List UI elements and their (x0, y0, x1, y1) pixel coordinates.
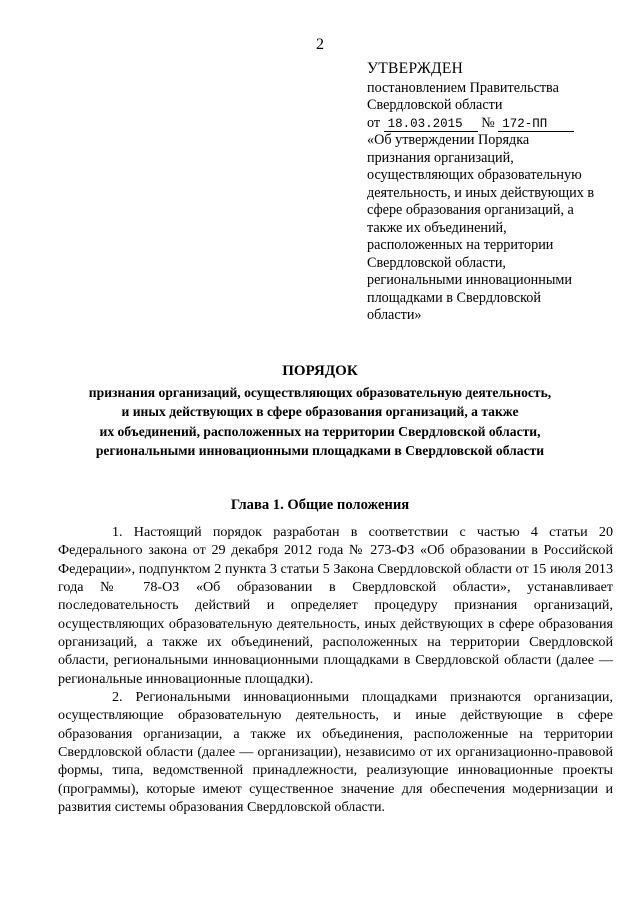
approval-subject-line: осуществляющих образовательную (367, 167, 582, 183)
document-body (58, 523, 613, 817)
subtitle-line: региональными инновационными площадками в Свердловской области (95, 442, 545, 458)
number-prefix: № (481, 114, 495, 131)
approval-subject-line: сфере образования организаций, а (367, 202, 574, 218)
approval-line-1: постановлением Правительства (367, 79, 559, 96)
approval-title: УТВЕРЖДЕН (367, 60, 464, 77)
approval-subject-line: региональными инновационными (367, 272, 572, 288)
approval-block (367, 60, 623, 325)
subtitle-line: признания организаций, осуществляющих образовательную деятельность, (88, 385, 552, 400)
approval-date-line (367, 115, 623, 133)
page-number: 2 (316, 36, 324, 53)
chapter-heading: Глава 1. Общие положения (230, 497, 410, 513)
handwritten-number: 172-ПП (498, 117, 574, 132)
handwritten-date: 18.03.2015 (384, 117, 478, 132)
subtitle-line: их объединений, расположенных на территории Свердловской области, (99, 423, 541, 439)
subtitle-line: и иных действующих в сфере образования организаций, а также (121, 404, 519, 420)
document-title: ПОРЯДОК (282, 363, 358, 379)
approval-subject-line: площадками в Свердловской (367, 289, 541, 306)
approval-line-2: Свердловской области (367, 97, 503, 113)
approval-subject-line: расположенных на территории (367, 237, 554, 253)
approval-subject-line: «Об утверждении Порядка (367, 132, 530, 148)
paragraph-2: 2. Региональными инновационными площадками признаются организации, осуществляющие образовательную деятельность, и иные действующие в сфере образования организации, а также их объединения, расположенные на территории Свердловской области (далее — организации), независимо от их организационно-правовой формы, типа, ведомственной принадлежности, реализующие инновационные проекты (программы), которые имеют существенное значение для обеспечения модернизации и развития системы образования Свердловской области. (58, 689, 613, 816)
document-subtitle (40, 383, 600, 460)
approval-subject-line: Свердловской области, (367, 254, 506, 271)
approval-subject-line: области» (367, 307, 422, 323)
approval-subject-line: также их объединений, (367, 219, 507, 236)
approval-subject-line: деятельность, и иных действующих в (367, 184, 595, 201)
approval-subject-line: признания организаций, (367, 149, 514, 166)
date-prefix: от (367, 114, 381, 131)
paragraph-1: 1. Настоящий порядок разработан в соответствии с частью 4 статьи 20 Федерального закона от 29 декабря 2012 года № 273-ФЗ «Об образовании в Российской Федерации», подпунктом 2 пункта 3 статьи 5 Закона Свердловской области от 15 июля 2013 года № 78-ОЗ «Об образовании в Свердловской области», устанавливает последовательность действий и определяет процедуру признания организаций, осуществляющих образовательную деятельность, иных действующих в сфере образования организаций, а также их объединений, расположенных на территории Свердловской области, региональными инновационными площадками в Свердловской области (далее — региональные инновационные площадки). (58, 524, 613, 687)
